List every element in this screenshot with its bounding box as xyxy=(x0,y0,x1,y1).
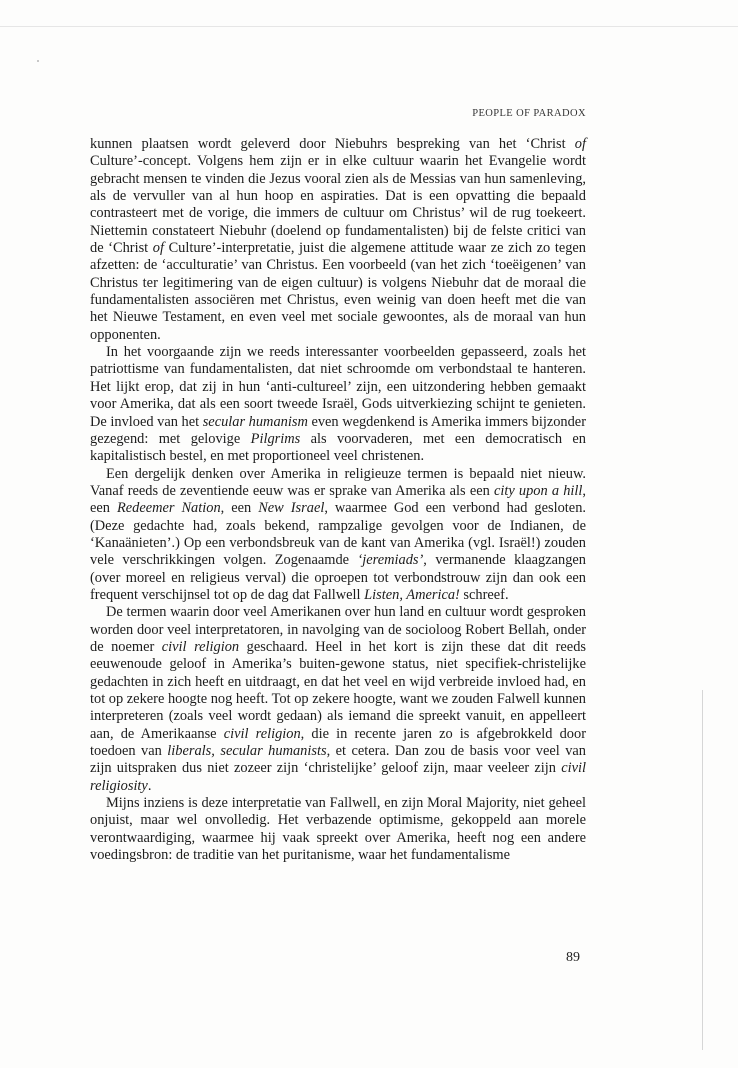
text-run: , et cetera. Dan zou de basis voor veel van zijn uitspraken dus niet zozeer zijn ‘christelijke’ geloof zijn, maar veeleer zijn xyxy=(90,743,586,777)
paragraph xyxy=(90,466,586,605)
italic-text: liberals, secular humanists xyxy=(167,743,327,760)
text-run: , een xyxy=(220,500,259,517)
page-speck xyxy=(37,60,39,62)
paragraph xyxy=(90,795,586,864)
body-text xyxy=(90,136,586,864)
text-run: schreef. xyxy=(459,586,509,603)
text-run: als voorvaderen, met een democratisch en kapitalistisch bestel, en met proportioneel veel christenen. xyxy=(90,430,586,465)
italic-text: Redeemer Nation xyxy=(116,500,221,517)
italic-text: Listen, America! xyxy=(364,586,460,603)
italic-text: secular humanism xyxy=(202,413,308,430)
italic-text: New Israel xyxy=(258,500,325,517)
paragraph xyxy=(90,344,586,465)
text-run: Culture’-interpretatie, juist die algemene attitude waar ze zich zo tegen afzetten: de ‘acculturatie’ van Christus. Een voorbeeld (van het zich ‘toeëigenen’ van Christus ter legitimering van de eigen cultuur) is volgens Niebuhr dat de moraal die fundamentalisten associëren met Christus, even weinig van doen heeft met die van het Nieuwe Testament, en even veel met sociale gewoontes, als de moraal van hun opponenten. xyxy=(90,240,586,343)
italic-text: civil religiosity xyxy=(90,760,586,794)
italic-text: civil religion xyxy=(223,725,301,742)
text-run: , die in recente jaren zo is afgebrokkeld door toedoen van xyxy=(90,725,586,760)
text-run: , waarmee God een verbond had gesloten. (Deze gedachte had, zoals bekend, rampzalige gevolgen voor de Indianen, de ‘Kanaänieten’.) Op een verbondsbreuk van de kant van Amerika (vgl. Israël!) zouden vele verschrikkingen volgen. Zogenaamde xyxy=(90,500,586,569)
text-run: even wegdenkend is Amerika immers bijzonder gezegend: met gelovige xyxy=(90,413,586,447)
italic-text: city upon a hill xyxy=(493,482,583,499)
text-run: geschaard. Heel in het kort is zijn these dat dit reeds eeuwenoude geloof in Amerika’s buiten-gewone status, niet specifiek-christelijke gedachten in zich heeft en uitdraagt, en dat het veel en wijd verbreide invloed had, en tot op zekere hoogte nog heeft. Tot op zekere hoogte, want we zouden Falwell kunnen interpreteren (zoals veel wordt gedaan) als iemand die spreekt vanuit, en appelleert aan, de Amerikaanse xyxy=(90,638,586,742)
text-run: De termen waarin door veel Amerikanen over hun land en cultuur wordt gesproken worden door veel interpretatoren, in navolging van de socioloog Robert Bellah, onder de noemer xyxy=(90,604,586,655)
text-run: kunnen plaatsen wordt geleverd door Niebuhrs bespreking van het ‘Christ xyxy=(90,136,575,152)
running-head: PEOPLE OF PARADOX xyxy=(472,108,586,119)
text-run: Culture’-concept. Volgens hem zijn er in elke cultuur waarin het Evangelie wordt gebracht mensen te vinden die Jezus vooral zien als de Messias van hun samenleving, als de vervuller van al hun hoop en aspiraties. Dat is een opvatting die bepaald contrasteert met de vorige, die immers de cultuur om Christus’ wil de rug toekeert. Niettemin constateert Niebuhr (doelend op fundamentalisten) bij de felste critici van de ‘Christ xyxy=(90,153,586,257)
italic-text: ‘jeremiads’ xyxy=(357,552,424,569)
paragraph xyxy=(90,136,586,344)
page-number: 89 xyxy=(566,950,580,965)
italic-text: civil religion xyxy=(161,638,240,655)
italic-text: of xyxy=(152,240,164,257)
page-top-rule xyxy=(0,26,738,27)
italic-text: Pilgrims xyxy=(250,430,301,447)
text-run: Mijns inziens is deze interpretatie van Fallwell, en zijn Moral Majority, niet geheel onjuist, maar wel onvolledig. Het verbazende optimisme, gekoppeld aan morele verontwaardiging, waarmee hij vaak spreekt over Amerika, heeft nog een andere voedingsbron: de traditie van het puritanisme, waar het fundamentalisme xyxy=(90,795,586,864)
text-run: , een xyxy=(90,482,587,517)
page-edge-line xyxy=(702,690,703,1050)
text-run: Een dergelijk denken over Amerika in religieuze termen is bepaald niet nieuw. Vanaf reeds de zeventiende eeuw was er sprake van Amerika als een xyxy=(90,465,586,499)
text-run: , vermanende klaagzangen (over moreel en religieus verval) die oproepen tot verbondstrouw zijn dan ook een frequent verschijnsel tot op de dag dat Fallwell xyxy=(90,552,586,603)
text-run: . xyxy=(147,777,152,794)
text-run: In het voorgaande zijn we reeds interessanter voorbeelden gepasseerd, zoals het patriottisme van fundamentalisten, dat niet schroomde om verbondstaal te hanteren. Het lijkt erop, dat zij in hun ‘anti-cultureel’ zijn, een uitzondering hebben gemaakt voor Amerika, dat als een soort tweede Israël, Gods uitverkiezing schijnt te genieten. De invloed van het xyxy=(90,344,586,430)
paragraph xyxy=(90,604,586,795)
italic-text: of xyxy=(574,136,586,152)
